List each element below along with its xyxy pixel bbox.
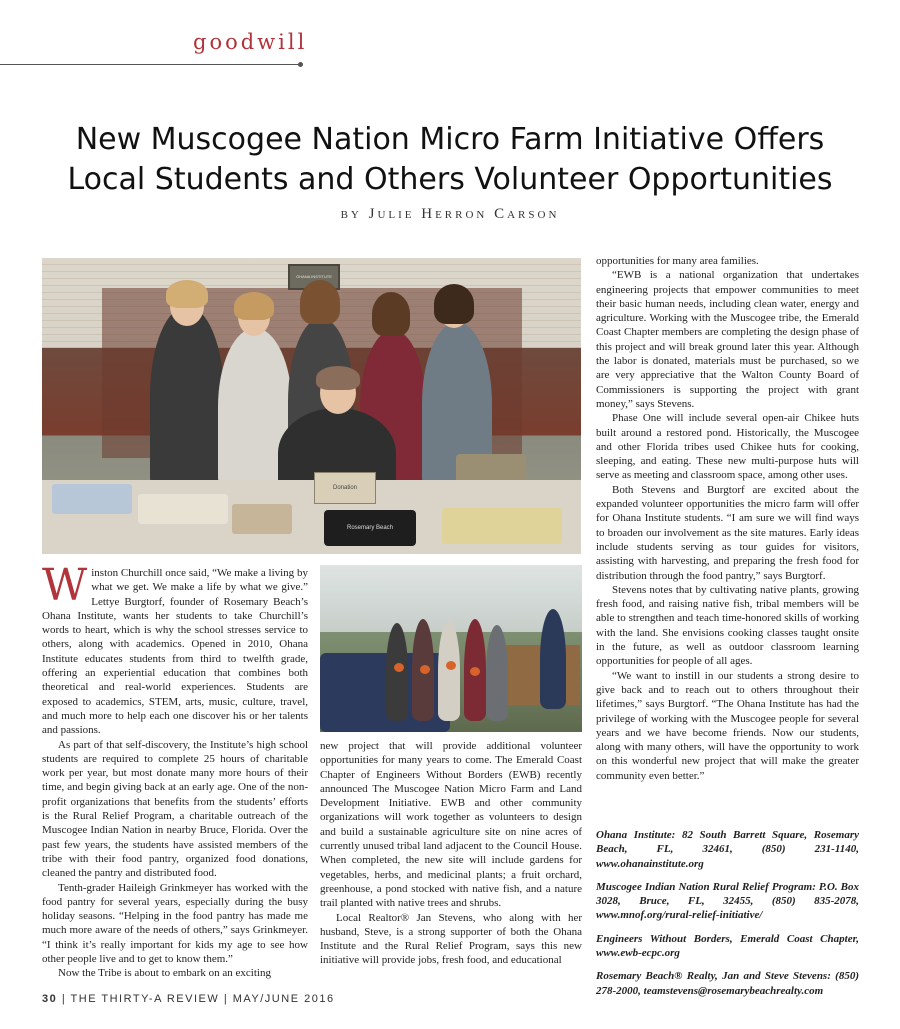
contact-rural-relief-program: Muscogee Indian Nation Rural Relief Program: P.O. Box 3028, Bruce, FL, 32455, (850) 835-2078, www.mnof.org/rural-relief-initiative/ [596,880,859,922]
paragraph: “We want to instill in our students a strong desire to give back and to reach out to others throughout their lifetimes,” says Burgtorf. “The Ohana Institute has had the privilege of working with the Muscogee people for several years and we have become friends. Now our students, along with many others, will have the opportunity to work on this wonderful new project that will make the greater community even better.” [596,669,859,782]
paragraph: As part of that self-discovery, the Institute’s high school students are required to complete 25 hours of charitable work per year, but most donate many more hours of their time, and begin giving back at an early age. One of the non-profit organizations that benefits from the students’ efforts is the Rural Relief Program, a charitable outreach of the Muscogee Indian Nation in nearby Bruce, Florida. Over the past few years, the students have assisted members of the tribe with their food pantry, organized food donations, cleaned the pantry and distributed food. [42,738,308,880]
person-hair [166,280,208,308]
paragraph: Phase One will include several open-air Chikee huts built around a restored pond. Historically, the Muscogee and other Florida tribes used Chikee huts for cooking, sleeping, and eating. These new multi-purpose huts will serve as meeting and classroom space, among other uses. [596,412,859,482]
contact-list [596,828,859,1007]
pumpkin [446,661,456,670]
contact-rosemary-beach-realty: Rosemary Beach® Realty, Jan and Steve Stevens: (850) 278-2000, teamstevens@rosemarybeachrealty.com [596,970,859,997]
paragraph: opportunities for many area families. [596,255,759,267]
pumpkin [470,667,480,676]
footer-separator: | [61,993,67,1005]
house-sign-text: OHANA INSTITUTE [296,274,332,279]
issue-date: MAY/JUNE 2016 [232,993,335,1005]
contact-engineers-without-borders: Engineers Without Borders, Emerald Coast Chapter, www.ewb-ecpc.org [596,932,859,960]
article-column-3 [596,254,859,783]
pumpkin [420,665,430,674]
person-hair [372,292,410,336]
person [540,609,566,709]
paragraph [42,560,308,738]
photo-volunteers-truck [320,565,582,732]
person [386,623,408,721]
tote-bag [324,510,416,546]
byline: by Julie Herron Carson [340,206,560,222]
article-column-2 [320,739,582,968]
folded-cloths [232,504,292,534]
books [442,508,562,544]
headline-line-1: New Muscogee Nation Micro Farm Initiative Offers [75,122,825,157]
paragraph-text: inston Churchill once said, “We make a living by what we get. We make a life by what we give.” Lettye Burgtorf, founder of Rosemary Beach’s Ohana Institute, wants her students to take Churchill’s words to heart, which is why the school stresses service to others, along with academics. Opened in 2010, Ohana Institute educates students from third to twelfth grade, offering an experiential education that combines both theoretical and real-world experiences. Students are exposed to academics, STEM, arts, music, culture, travel, and much more to help each one discover his or her talents and passions. [42,567,308,737]
folded-cloths [138,494,228,524]
person [486,625,508,721]
article-column-1 [42,560,308,981]
section-rule [0,64,300,65]
photo-volunteers-food-table [42,258,581,554]
tote-bag-text: Rosemary Beach [346,525,394,531]
page-number: 30 [42,993,58,1005]
person-hair [234,292,274,320]
paragraph: Local Realtor® Jan Stevens, who along with her husband, Steve, is a strong supporter of both the Ohana Institute and the Rural Relief Program, says this new initiative will provide jobs, fresh food, and educational [320,911,582,967]
paragraph: Tenth-grader Haileigh Grinkmeyer has worked with the food pantry for several years, especially during the busy holiday seasons. “Helping in the food pantry has made me much more aware of the needs of others,” says Grinkmeyer. “I think it’s really important for kids my age to see how other people live and to get to know them.” [42,881,308,966]
paragraph: new project that will provide additional volunteer opportunities for many years to come. The Emerald Coast Chapter of Engineers Without Borders (EWB) recently announced The Muscogee Nation Micro Farm and Land Development Initiative. EWB and other community organizations will work together as volunteers to design and build a sustainable agriculture site on nine acres of currently unused tribal land adjacent to the Council House. When completed, the new site will include gardens for vegetables, herbs, and medicinal plants; a fruit orchard, greenhouse, a pond stocked with native fish, and a nature trail planted with native trees and shrubs. [320,740,582,910]
contact-ohana-institute: Ohana Institute: 82 South Barrett Square, Rosemary Beach, FL, 32461, (850) 231-1140, www.ohanainstitute.org [596,829,859,870]
donation-box-label: Donation [332,485,358,491]
footer-separator: | [223,993,229,1005]
donation-box [314,472,376,504]
section-label: goodwill [193,30,308,54]
section-rule-dot [298,62,303,67]
person-hair [434,284,474,324]
paragraph: Now the Tribe is about to embark on an exciting [58,967,271,980]
person [150,306,224,486]
paragraph: Both Stevens and Burgtorf are excited about the expanded volunteer opportunities the micro farm will offer for Ohana Institute students. “I am sure we will find ways to broaden our involvement as the site matures. Early ideas include students serving as tour guides for visitors, assisting with harvesting, and preparing the fresh food for distribution through the food pantry,” says Burgtorf. [596,483,859,582]
person [438,621,460,721]
headline-line-2: Local Students and Others Volunteer Opportunities [67,162,833,197]
page-footer [42,993,335,1005]
folded-cloths [52,484,132,514]
pumpkin [394,663,404,672]
paragraph: “EWB is a national organization that undertakes engineering projects that empower communities to meet their basic human needs, including clean water, energy and agriculture. Working with the Muscogee tribe, the Emerald Coast Chapter members are completing the design phase of this project and will break ground later this year. Although the labor is donated, materials must be purchased, so we are very appreciative that the Walton County Board of Commissioners is supporting the project with grant money,” says Stevens. [596,269,859,410]
headline [40,120,860,200]
drop-cap: W [42,560,88,611]
paragraph: Stevens notes that by cultivating native plants, growing fresh food, and raising native fish, tribal members will be able to strengthen and teach time-honored skills of working with the land. She envisions cooking classes taught onsite in the future, as well as outdoor classroom learning opportunities for people of all ages. [596,583,859,668]
person-hair [300,280,340,324]
person-hair [316,366,360,390]
publication-name: THE THIRTY-A REVIEW [70,993,220,1005]
